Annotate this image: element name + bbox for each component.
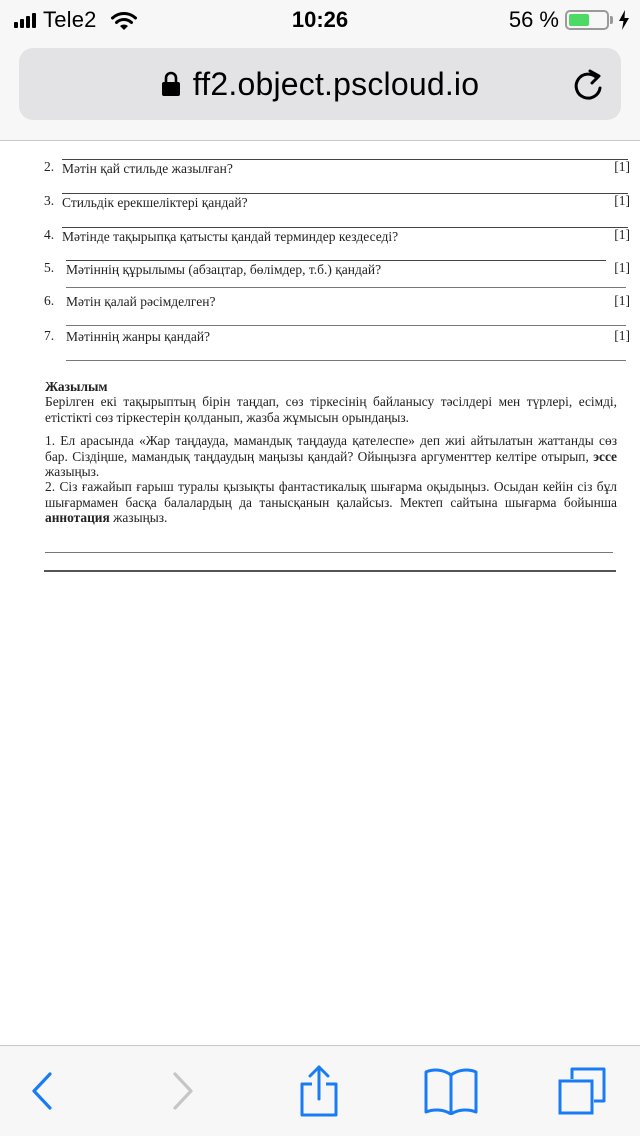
charging-bolt-icon bbox=[618, 10, 630, 30]
question-mark: [1] bbox=[614, 293, 630, 308]
writing-task-2: 2. Сіз ғажайып ғарыш туралы қызықты фантастикалық шығарма оқыдыңыз. Осыдан кейін сіз бұл шығармамен басқа балалардың да танысқанын қалайсыз. Мектеп сайтына шығарма бойынша аннотация жазыңыз. bbox=[45, 479, 617, 526]
chevron-right-icon bbox=[171, 1071, 195, 1111]
url-text[interactable]: ff2.object.pscloud.io bbox=[192, 65, 480, 102]
question-number: 3. bbox=[44, 193, 55, 208]
question-text: Стильдік ерекшеліктері қандай? bbox=[62, 193, 628, 211]
question-text: Мәтін қалай рәсімделген? bbox=[66, 294, 216, 309]
forward-button[interactable] bbox=[153, 1066, 213, 1116]
back-button[interactable] bbox=[12, 1066, 72, 1116]
writing-task-1: 1. Ел арасында «Жар таңдауда, мамандық таңдауда қателеспе» деп жиі айтылатын жаттанды сөз бар. Сіздіңше, мамандық таңдаудың маңызы қандай? Ойыңызға аргументтер келтіре отырып, эссе жазыңыз. bbox=[45, 433, 617, 480]
document-page bbox=[0, 141, 640, 1046]
chevron-left-icon bbox=[30, 1071, 54, 1111]
battery-level-fill bbox=[569, 14, 589, 26]
status-time: 10:26 bbox=[291, 7, 349, 32]
question-number: 4. bbox=[44, 227, 55, 242]
share-button[interactable] bbox=[289, 1066, 349, 1116]
question-number: 7. bbox=[44, 328, 55, 343]
section-title: Жазылым bbox=[45, 379, 108, 394]
answer-line bbox=[66, 325, 626, 326]
status-right bbox=[509, 7, 630, 33]
question-mark: [1] bbox=[614, 260, 630, 275]
question-text: Мәтін қай стильде жазылған? bbox=[62, 159, 628, 177]
question-number: 5. bbox=[44, 260, 55, 275]
question-mark: [1] bbox=[614, 159, 630, 174]
address-field[interactable] bbox=[19, 48, 621, 120]
answer-line bbox=[44, 570, 616, 572]
question-text: Мәтіннің құрылымы (абзацтар, бөлімдер, т.б.) қандай? bbox=[66, 260, 606, 278]
question-text: Мәтіннің жанры қандай? bbox=[66, 329, 211, 344]
answer-line bbox=[66, 360, 626, 361]
bookmarks-button[interactable] bbox=[421, 1066, 481, 1116]
question-mark: [1] bbox=[614, 328, 630, 343]
browser-toolbar bbox=[0, 1045, 640, 1136]
battery-percent: 56 % bbox=[508, 7, 559, 32]
tabs-icon bbox=[556, 1065, 608, 1117]
question-text: Мәтінде тақырыпқа қатысты қандай терминдер кездеседі? bbox=[62, 227, 628, 245]
tabs-button[interactable] bbox=[552, 1066, 612, 1116]
url-display[interactable] bbox=[19, 48, 561, 120]
lock-icon bbox=[161, 71, 181, 97]
battery-nub bbox=[610, 16, 613, 24]
answer-line bbox=[45, 552, 613, 553]
browser-top-bar bbox=[0, 40, 640, 141]
carrier-name: Tele2 bbox=[43, 7, 97, 32]
question-number: 2. bbox=[44, 159, 55, 174]
battery-icon bbox=[565, 10, 609, 30]
section-intro: Берілген екі тақырыптың бірін таңдап, сөз тіркесінің байланысу тәсілдері мен түрлері, есімді, етістікті сөз тіркестерін қолданып, жазба жұмысын орындаңыз. bbox=[45, 394, 617, 425]
answer-line bbox=[66, 287, 626, 288]
share-icon bbox=[299, 1065, 339, 1117]
writing-section bbox=[45, 379, 617, 526]
question-number: 6. bbox=[44, 293, 55, 308]
reload-icon[interactable] bbox=[569, 66, 607, 104]
status-bar bbox=[0, 0, 640, 40]
question-mark: [1] bbox=[614, 193, 630, 208]
book-icon bbox=[423, 1067, 479, 1115]
question-mark: [1] bbox=[614, 227, 630, 242]
